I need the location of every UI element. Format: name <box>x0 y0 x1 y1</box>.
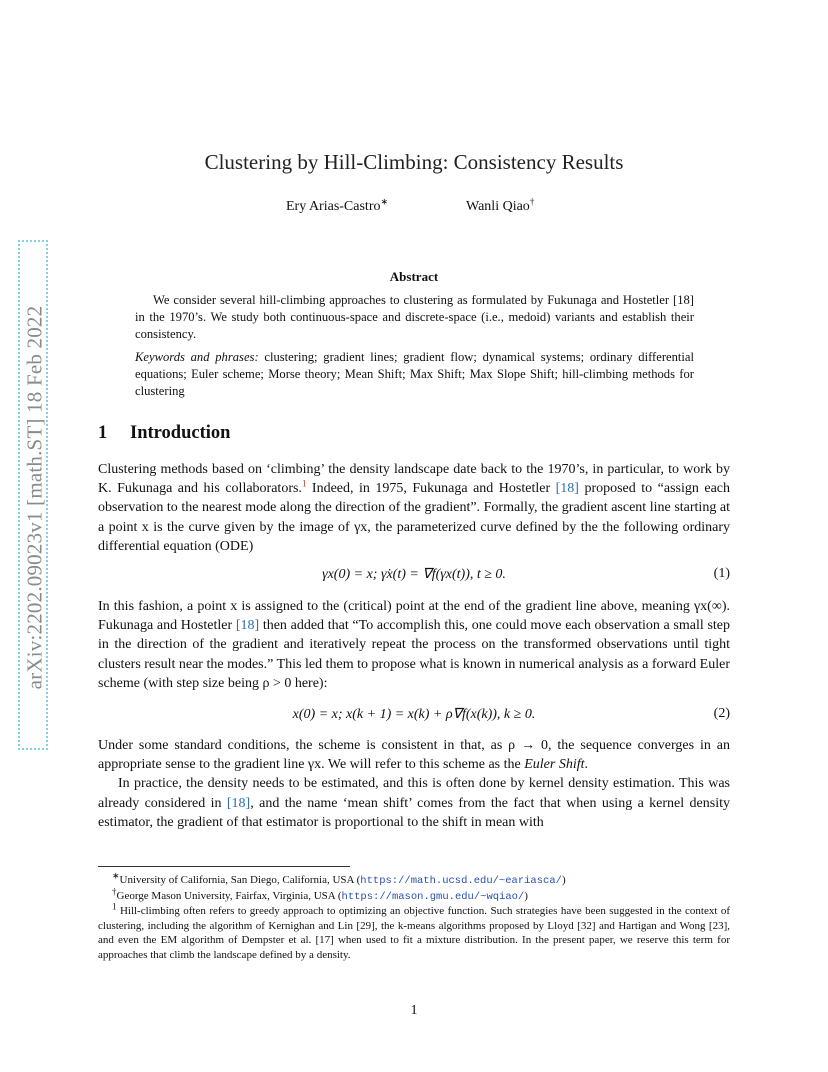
footnote-rule <box>98 866 350 867</box>
emphasis-euler-shift: Euler Shift <box>524 757 585 773</box>
abstract-body <box>135 292 694 344</box>
citation-link[interactable]: [18] <box>226 795 251 811</box>
citation-link[interactable]: [18] <box>235 618 260 634</box>
footnote-1: ∗University of California, San Diego, California, USA (https://math.ucsd.edu/~eariasca/) <box>112 870 566 887</box>
equation-1-body: γx(0) = x; γ̇x(t) = ∇f(γx(t)), t ≥ 0. <box>322 567 506 582</box>
author-2-mark[interactable]: † <box>529 196 535 207</box>
author-1-url-link[interactable]: https://math.ucsd.edu/~eariasca/ <box>360 875 562 887</box>
paragraph-2: In this fashion, a point x is assigned to the (critical) point at the end of the gradient line above, meaning γx(∞). Fukunaga and Hostetler [18] then added that “To accomplish this, one could move each observation a small step in the direction of the gradient and iteratively repeat the process on the transformed observations until tight clusters result near the modes.” This led them to propose what is known in numerical analysis as a forward Euler scheme (with step size being ρ > 0 here): <box>98 599 731 691</box>
author-2-url-link[interactable]: https://mason.gmu.edu/~wqiao/ <box>341 890 525 903</box>
footnote-3: $^1$ Hill-climbing often refers to greedy approach to optimizing an objective function. Such strategies have been suggested in the context of clustering, including the algorithm of Kernighan and Lin [29], the k-means algorithms proposed by Lloyd [32] and Hartigan and Wong [23], and even the EM algorithm of Dempster et al. [17] when used to fit a mixture distribution. In the present paper, we reserve this term for approaches that climb the landscape defined by a density. <box>98 901 730 961</box>
equation-2-body: x(0) = x; x(k + 1) = x(k) + ρ∇f(x(k)), k ≥ 0. <box>292 707 536 722</box>
citation-link[interactable]: [18] <box>555 481 579 497</box>
keywords-list: clustering; gradient lines; gradient flow; dynamical systems; ordinary differential equations; Euler scheme; Morse theory; Mean Shift; Max Shift; Max Slope Shift; hill-climbing methods for clustering <box>135 350 694 399</box>
keywords-label: Keywords and phrases: <box>135 350 259 364</box>
arxiv-stamp <box>18 240 48 750</box>
arxiv-identifier[interactable]: arXiv:2202.09023v1 [math.ST] 18 Feb 2022 <box>22 305 47 689</box>
page-number: 1 <box>410 1003 418 1018</box>
equation-1-number: (1) <box>713 566 730 581</box>
equation-2-number: (2) <box>713 706 730 721</box>
footnote-link-1[interactable]: 1 <box>301 478 307 489</box>
section-heading <box>98 423 230 444</box>
footnote-2: †George Mason University, Fairfax, Virginia, USA (https://mason.gmu.edu/~wqiao/) <box>112 885 528 903</box>
section-title: Introduction <box>130 423 231 443</box>
author-2: Wanli Qiao† <box>466 196 535 214</box>
paragraph-3: Under some standard conditions, the scheme is consistent in that, as ρ → 0, the sequence converges in an appropriate sense to the gradient line γx. We will refer to this scheme as the Euler Shift. In practice, the density needs to be estimated, and this is often done by kernel density estimation. This was already considered in [18], and the name ‘mean shift’ comes from the fact that when using a kernel density estimator, the gradient of that estimator is proportional to the shift in mean with <box>98 736 730 832</box>
keywords <box>135 349 694 401</box>
paragraph-4: In practice, the density needs to be estimated, and this is often done by kernel density estimation. This was already considered in [18], and the name ‘mean shift’ comes from the fact that when using a kernel density estimator, the gradient of that estimator is proportional to the shift in mean with <box>98 776 730 830</box>
footnotes <box>98 870 730 962</box>
paragraph-1: Clustering methods based on ‘climbing’ the density landscape date back to the 1970’s, in particular, to work by K. Fukunaga and his collaborators.$^1$ Indeed, in 1975, Fukunaga and Hostetler [18] proposed to “assign each observation to the nearest mode along the direction of the gradient”. Formally, the gradient ascent line starting at a point x is the curve given by the image of γx, the parameterized curve defined by the the following ordinary differential equation (ODE) <box>98 462 730 554</box>
author-1: Ery Arias-Castro∗ <box>286 196 389 214</box>
author-1-mark[interactable]: ∗ <box>380 196 389 207</box>
paper-title: Clustering by Hill-Climbing: Consistency Results <box>204 150 624 174</box>
section-number: 1 <box>98 423 108 443</box>
abstract-text: We consider several hill-climbing approaches to clustering as formulated by Fukunaga and Hostetler [18] in the 1970’s. We study both continuous-space and discrete-space (i.e., medoid) variants and establish their consistency. <box>135 293 694 342</box>
abstract-heading: Abstract <box>389 269 439 284</box>
